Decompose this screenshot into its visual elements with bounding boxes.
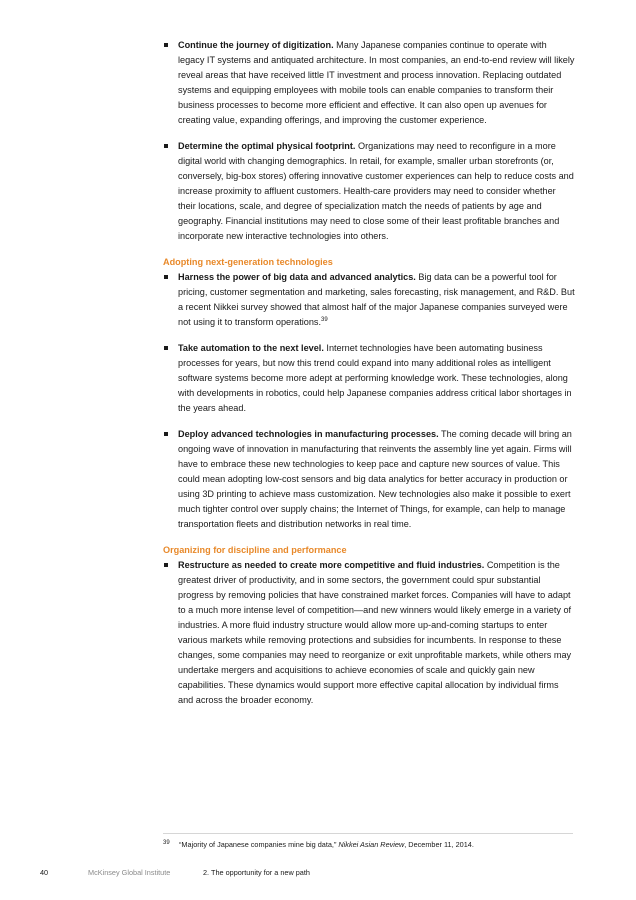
footnote-source: Nikkei Asian Review [338,840,405,849]
chapter-title: 2. The opportunity for a new path [203,868,310,877]
bullet-lead: Deploy advanced technologies in manufacturing processes. [178,429,439,439]
bullet-text: Internet technologies have been automating business processes for years, but now this trend could expand into many additional roles as intelligent software systems become more adept at performing knowledge work. These technologies, along with developments in robotics, could help Japanese companies address critical labor shortages in the years ahead. [178,343,572,413]
bullet-lead: Harness the power of big data and advanced analytics. [178,272,416,282]
footnote-divider [163,833,573,834]
bullet-item [163,270,575,330]
bullet-text: Many Japanese companies continue to operate with legacy IT systems and antiquated architecture. In most companies, an end-to-end review will likely reveal areas that have received little IT investment and process innovation. Replacing outdated systems and equipping employees with mobile tools can enable companies to transform their business processes to become more efficient and effective. It can also open up avenues for creating value, expanding offerings, and improving the customer experience. [178,40,575,125]
bullet-item [163,558,575,708]
bullet-item [163,427,575,532]
footnote-text: “Majority of Japanese companies mine big data,” [179,840,339,849]
bullet-lead: Determine the optimal physical footprint. [178,141,356,151]
bullet-text: The coming decade will bring an ongoing wave of innovation in manufacturing that reinvents the assembly line yet again. Firms will have to embrace these new technologies to keep pace and capture new sources of value. This could mean adopting low-cost sensors and big data analytics for better accuracy in production or using 3D printing to achieve mass customization. New technologies also make it possible to exert much tighter control over supply chains; the Internet of Things, for example, can help to manage transportation fleets and distribution networks in real time. [178,429,572,529]
bullet-lead: Continue the journey of digitization. [178,40,334,50]
section-heading-discipline: Organizing for discipline and performance [163,545,347,555]
bullet-item [163,139,575,244]
footnote-date: , December 11, 2014. [404,840,474,849]
bullet-text: Competition is the greatest driver of productivity, and in some sectors, the government could spur substantial progress by removing policies that have constrained market forces. Companies will have to adapt to a much more intense level of competition—and new winners would likely emerge in a variety of industries. A more fluid industry structure would allow more up-and-coming startups to enter various markets while removing protections and subsidies for incumbents. In response to these changes, some companies may need to reorganize or exit unprofitable markets, while others may undertake mergers and acquisitions to achieve economies of scale and quickly gain new capabilities. These dynamics would support more effective capital allocation by individual firms and across the broader economy. [178,560,572,705]
footnote-number: 39 [163,840,170,846]
main-content [163,38,575,719]
bullet-item [163,38,575,128]
page-number: 40 [40,868,49,877]
footnote [163,840,474,849]
section-heading-technologies: Adopting next-generation technologies [163,257,333,267]
publisher-name: McKinsey Global Institute [88,868,171,877]
bullet-item [163,341,575,416]
bullet-lead: Take automation to the next level. [178,343,324,353]
footnote-ref: 39 [321,316,328,323]
bullet-lead: Restructure as needed to create more competitive and fluid industries. [178,560,485,570]
bullet-text: Organizations may need to reconfigure in a more digital world with changing demographics. In retail, for example, smaller urban storefronts (or, conversely, big-box stores) offering innovative customer experiences can help to reduce costs and increase proximity to affluent customers. Health-care providers may need to consider whether their locations, scale, and degree of specialization match the needs of patients by age and geography. Financial institutions may need to close some of their least profitable branches and incorporate new interactive technologies into others. [178,141,574,241]
bullet-text: Big data can be a powerful tool for pricing, customer segmentation and marketing, sales forecasting, risk management, and R&D. But a recent Nikkei survey showed that almost half of the major Japanese companies surveyed were not using it to transform operations. [178,272,575,327]
